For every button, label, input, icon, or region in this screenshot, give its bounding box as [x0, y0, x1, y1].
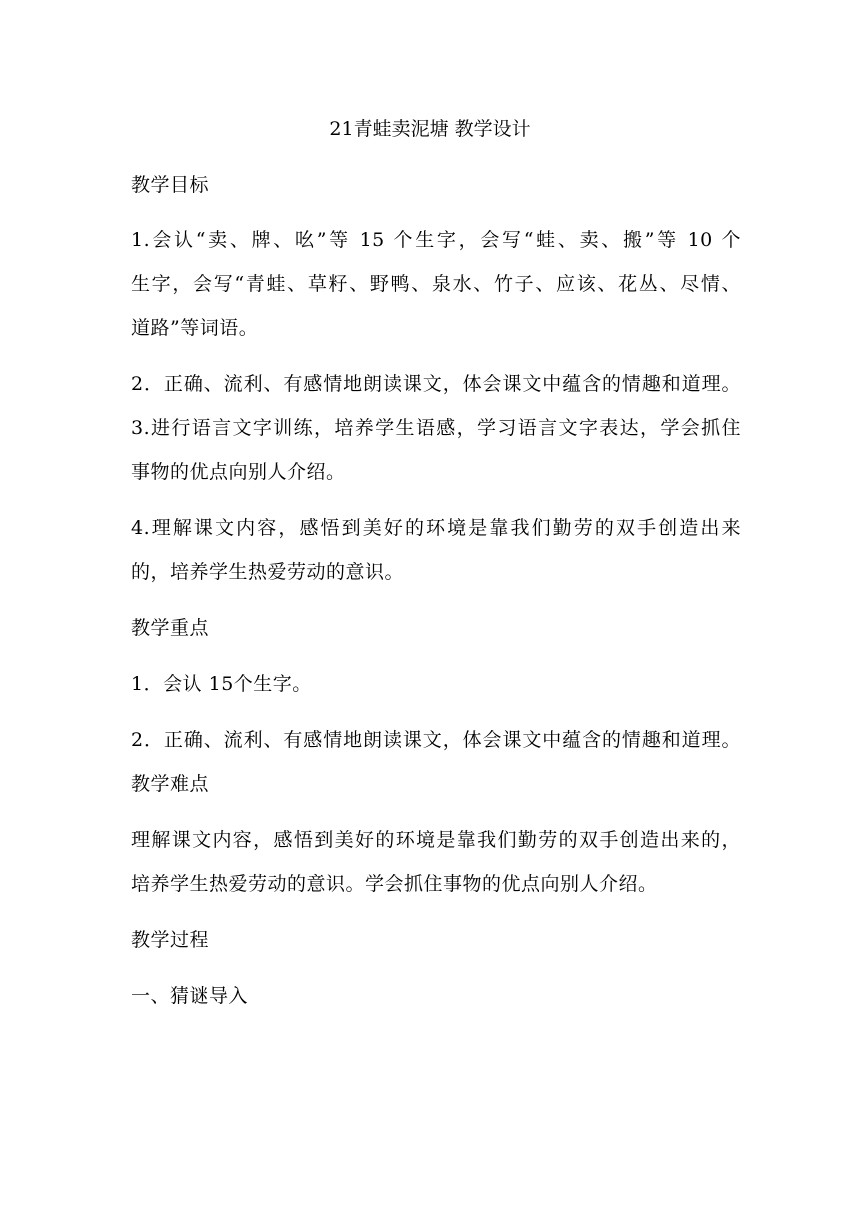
difficulty-line-2: 培养学生热爱劳动的意识。学会抓住事物的优点向别人介绍。 [131, 873, 658, 895]
document-title: 21青蛙卖泥塘 教学设计 [329, 118, 531, 140]
difficulty-line-1: 理解课文内容，感悟到美好的环境是靠我们勤劳的双手创造出来的， [131, 829, 741, 851]
difficulty-heading: 教学难点 [131, 773, 210, 795]
key-heading: 教学重点 [131, 617, 210, 639]
goal-2: 2．正确、流利、有感情地朗读课文，体会课文中蕴含的情趣和道理。 [131, 373, 741, 395]
key-item-1: 1．会认 15个生字。 [131, 673, 312, 695]
goal-4-line-2: 的，培养学生热爱劳动的意识。 [131, 561, 405, 583]
goal-3-line-2: 事物的优点向别人介绍。 [131, 461, 346, 483]
section-1-heading: 一、猜谜导入 [131, 985, 249, 1007]
key-item-2: 2．正确、流利、有感情地朗读课文，体会课文中蕴含的情趣和道理。 [131, 729, 741, 751]
goal-4-line-1: 4.理解课文内容，感悟到美好的环境是靠我们勤劳的双手创造出来 [131, 517, 741, 539]
process-heading: 教学过程 [131, 929, 210, 951]
goal-1-line-2: 生字，会写“青蛙、草籽、野鸭、泉水、竹子、应该、花丛、尽情、 [131, 273, 741, 295]
goal-3-line-1: 3.进行语言文字训练，培养学生语感，学习语言文字表达，学会抓住 [131, 417, 741, 439]
goal-1-line-1: 1.会认“卖、牌、吆”等 15 个生字，会写“蛙、卖、搬”等 10 个 [131, 229, 741, 251]
goal-1-line-3: 道路”等词语。 [131, 317, 259, 339]
goals-heading: 教学目标 [131, 174, 210, 196]
